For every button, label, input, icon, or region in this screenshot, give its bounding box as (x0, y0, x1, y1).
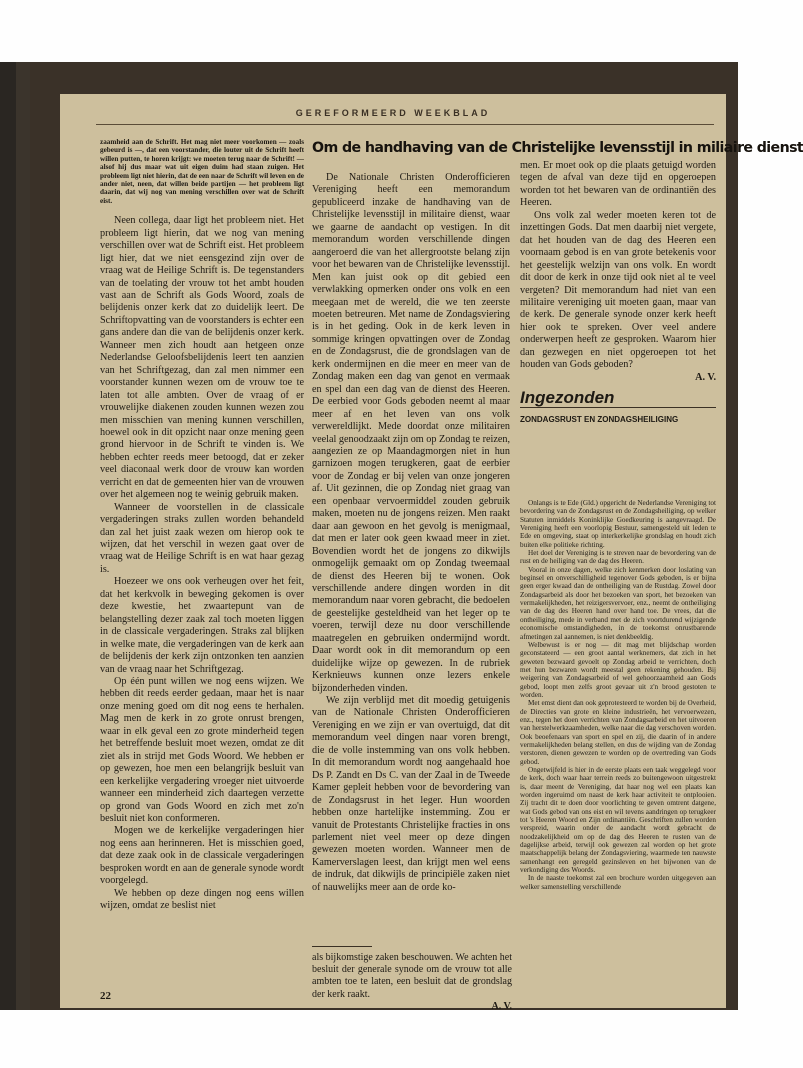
paragraph: Mogen we de kerkelijke vergaderingen hier nog eens aan herinneren. Het is misschien goed, dat deze zaak ook in de classicale vergaderingen besproken wordt en aan de generale synode wordt voorgelegd. (100, 825, 304, 887)
column-right-top (520, 160, 716, 428)
page-number: 22 (100, 990, 111, 1002)
quoted-intro: zaamheid aan de Schrift. Het mag niet meer voorkomen — zoals gebeurd is —, dat een voorstander, die louter uit de Schrift heeft willen putten, te horen krijgt: we moeten terug naar de Schrift! — alsof hij dus maar wat uit eigen duim had staan zuigen. Het probleem ligt niet hierin, dat de een naar de Schrift wil leven en de ander niet, neen, dat willen beide partijen — het probleem ligt daarin, dat wij nog van mening verschillen over wat de Schrift eist. (100, 138, 304, 205)
paragraph: We hebben op deze dingen nog eens willen wijzen, omdat ze beslist niet (100, 887, 304, 912)
paragraph: Ongetwijfeld is hier in de eerste plaats een taak weggelegd voor de kerk, doch waar haar terrein reeds zo buitengewoon uitgestrekt is, daar meent de Vereniging, dat haar nog wel een plaats kan worden ingeruimd om naast de kerk haar activiteit te ontplooien. Zij tracht dit te doen door voorlichting te geven omtrent datgene, wat Gods gebod van ons eist en wil tevens aandringen op terugkeer tot 's Heeren Woord en Zijn ordinantiën. Geschriften zullen worden verspreid, waarin onder de aandacht wordt gebracht de noodzakelijkheid om op de dag des Heeren te rusten van de dagelijkse arbeid, terwijl ook gewezen zal worden op het grote maatschappelijk belang der Zondagsviering, waarmede ten nauwste samenhangt een geregeld gezinsleven en het bijwonen van de verkondiging des Woords. (520, 766, 716, 875)
paragraph: Neen collega, daar ligt het probleem niet. Het probleem ligt hierin, dat we nog van mening verschillen over wat de Schrift eist. Het probleem ligt hier, dat we niet eensgezind zijn over de vraag wat de Heilige Schrift is. De tegenstanders van de toelating der vrouw tot het ambt houden vast aan de Schrift als Gods Woord, zoals de belijdenis onzer kerk dat zo duidelijk leert. De Schriftopvatting van de voorstanders is echter een gans andere dan die van de belijdenis onzer kerk. Wanneer men zich houdt aan hetgeen onze Nederlandse Geloofsbelijdenis leert ten aanzien van het Schriftgezag, dan zal men nimmer een voorstander kunnen wezen om de vrouw toe te laten tot alle ambten. Over de vraag of er vrouwelijke diakenen zouden kunnen wezen zou men misschien van mening kunnen verschillen, hoewel ook in dit opzicht naar onze mening geen grond hiervoor in de Schrift te vinden is. We hebben echter reeds meer betoogd, dat er zeker veel diaconaal werk door de vrouw kan worden verricht en dat de gemeenten hier van de vrouwen over het algemeen nog te weinig gebruik maken. (100, 215, 304, 501)
paragraph: Het doel der Vereniging is te streven naar de bevordering van de rust en de heiliging van de dag des Heeren. (520, 549, 716, 566)
paragraph: Ons volk zal weder moeten keren tot de inzettingen Gods. Dat men daarbij niet vergete, dat het houden van de dag des Heeren een voornaam gebod is en van grote betekenis voor het geestelijk welzijn van ons volk. En wordt dit door de kerk in onze tijd ook niet al te veel vergeten? Dit memorandum had niet van een militaire vereniging uit moeten gaan, maar van de kerk. De generale synode onzer kerk heeft hier ook te spreken. Over veel andere onderwerpen heeft ze gesproken. Waarom hier dan gezwegen en niet opgeroepen tot het houden van Gods geboden? (520, 209, 716, 371)
header-rule (96, 124, 714, 125)
running-header: GEREFORMEERD WEEKBLAD (295, 108, 491, 118)
column-left (100, 138, 304, 913)
signature: A. V. (491, 1000, 512, 1012)
paragraph: Onlangs is te Ede (Gld.) opgericht de Nederlandse Vereniging tot bevordering van de Zondagsrust en de Zondagsheiliging, op welker Statuten inmiddels Koninklijke Goedkeuring is aangevraagd. De Vereniging heeft een voorlopig Bestuur, samengesteld uit leden te Ede en omgeving, staat op interkerkelijke grondslag en houdt zich buiten elke politieke richting. (520, 499, 716, 549)
paragraph: Hoezeer we ons ook verheugen over het feit, dat het kerkvolk in beweging gekomen is over deze kwestie, het zwaartepunt van de belangstelling dezer zaak zal toch moeten liggen in de classicale vergaderingen. Straks zal blijken in welke mate, die vergaderingen van de kerk aan de belijdenis der kerk zijn ontzonken ten aanzien van de vraag naar het Schriftgezag. (100, 576, 304, 675)
paragraph: We zijn verblijd met dit moedig getuigenis van de Nationale Christen Onderofficieren Vereniging en we zijn er van overtuigd, dat dit memorandum veel dingen naar voren brengt, die de volle instemming van ons volk hebben. In dit memorandum wordt nog aangehaald hoe Ds P. Zandt en Ds C. van der Zaal in de Tweede Kamer gepleit hebben voor de bevordering van de Zondagsrust in het leger. Hun woorden hebben onze hartelijke instemming. Zou er vanuit de Protestants Christelijke fracties in ons parlement niet veel meer op deze dingen gewezen moeten worden. Wanneer men de Kamerverslagen leest, dan krijgt men wel eens de indruk, dat dikwijls de principiële zaken niet of nauwelijks meer aan de orde ko- (312, 695, 510, 893)
column-divider (312, 946, 372, 947)
book-binding (0, 62, 16, 1010)
paragraph: De Nationale Christen Onderofficieren Vereniging heeft een memorandum gepubliceerd inzake de handhaving van de Christelijke levensstijl in militaire dienst, waar we gaarne de aandacht op vestigen. In dit memorandum worden verschillende dingen aangeroerd die van het allergrootste belang zijn voor het bewaren van de Christelijke levensstijl. Men kan juist ook op dit gebied een verwlakking opmerken onder ons volk en een meegaan met de wereld, die we ten zeerste moeten betreuren. Met name de Zondagsviering is in het geding. Ook in de kerk leven in sommige kringen opvattingen over de Zondag en de Zondagsrust, die de grondslagen van de kerk ondermijnen en die meer en meer van de Zondag maken een dag van genot en vermaak en spel dan een dag van de dienst des Heeren. De eerbied voor Gods geboden neemt al maar meer af en het leven van ons volk verwereldlijkt. Mede doordat onze militairen veelal genoodzaakt zijn om op Zondag te reizen, aangezien ze op Maandagmorgen niet in hun garnizoen mogen terugkeren, gaat de eerbier voor de Zondag er bij velen van onze jongeren af. Uit gezinnen, die op Zondag niet graag van een openbaar vervoermiddel zouden gebruik maken, moeten nu de jongens reizen. Men raakt daar aan gewoon en het gevolg is menigmaal, dat men er later ook geen kwaad meer in ziet. Bovendien wordt het de jongens zo dikwijls onmogelijk gemaakt om op Zondag tweemaal de dienst des Heeren bij te wonen. Ook verschillende andere dingen worden in dit memorandum naar voren gebracht, die bedoelen de geestelijke gesteldheid van het leger op te voeren, terwijl deze nu door verschillende maatregelen en gebruiken ondermijnd wordt. Daar wordt ook in dit memorandum op een duidelijke wijze op gewezen. In de rubriek Kerknieuws kunnen onze lezers enkele bijzonderheden vinden. (312, 172, 511, 694)
subheading: ZONDAGSRUST EN ZONDAGSHEILIGING (520, 414, 679, 424)
paragraph: Welbewust is er nog — dit mag met blijdschap worden geconstateerd — een groot aantal werknemers, dat zich in het geweten bezwaard gevoelt op Zondag arbeid te verrichten, doch met hun bezwaren wordt meestal geen rekening gehouden. Bij weigering van Zondagsarbeid of wel gehoorzaamheid aan Gods gebod, loopt men zelfs groot gevaar uit z'n brood gestoten te worden. (520, 640, 716, 699)
paragraph: In de naaste toekomst zal een brochure worden uitgegeven aan welker samenstelling verschillende (520, 874, 716, 891)
continued-text: als bijkomstige zaken beschouwen. We achten het besluit der generale synode om de vrouw tot alle ambten toe te laten, een besluit dat de grondslag der kerk raakt. A. V. (312, 952, 512, 1012)
paragraph: Wanneer de voorstellen in de classicale vergaderingen straks zullen worden behandeld dan zal het juist zaak wezen om hierop ook te wijzen, dat het verschil in wezen gaat over de vraag wat de Heilige Schrift is en wat haar gezag is. (100, 501, 304, 575)
section-heading: Ingezonden (520, 392, 716, 407)
paragraph: men. Er moet ook op die plaats getuigd worden tegen de afval van deze tijd en opgeroepen worden tot het bewaren van de ordinantiën des Heeren. (520, 160, 716, 209)
page-spine (16, 62, 30, 1010)
newspaper-page (60, 94, 803, 1012)
paragraph: Op één punt willen we nog eens wijzen. We hebben dit reeds eerder gedaan, maar het is naar onze mening goed om dit nog eens te herhalen. Mag men de kerk in zo grote onrust brengen, waar in elk geval een zo grote minderheid tegen het betreffende besluit moet wezen, omdat ze dit ziet als in strijd met Gods Woord. We hebben er op gewezen, hoe men een belangrijk besluit van een kerkelijke vergadering vroeger niet uitvoerde wanneer een minderheid zich daartegen verzette op grond van Gods Woord en zich met zo'n besluit niet kon conformeren. (100, 676, 304, 824)
paragraph: Met emst dient dan ook geprotesteerd te worden bij de Overheid, de Directies van grote en kleine industrieën, het vervoerwezen, enz., tegen het doen verrichten van Zondagsarbeid en het uitvoeren van herstelwerkzaamheden, welke naar die dag verschoven worden. Ook beoefenaars van sport en spel en zij, die daarin of in andere vermakelijkheden belang stellen, en dus de wijding van de Zondag verstoren, dienen gewezen te worden op de overtreding van Gods gebod. (520, 699, 716, 766)
paragraph: Vooral in onze dagen, welke zich kenmerken door loslating van beginsel en onverschilligheid tegenover Gods geboden, is er bijna geen erger kwaad dan de ontheiliging van de Rustdag. Zowel door Zondagsarbeid als door het bezoeken van sport, het bezoeken van vermakelijkheden, het reizigersvervoer, enz., neemt de ontheiliging van de dag des Heeren hand over hand toe. De vrees, dat die ontheiliging, mede in verband met de zich voortdurend wijzigende economische omstandigheden, in de toekomst onrustbarende afmetingen zal aannemen, is niet denkbeeldig. (520, 565, 716, 641)
article-title: Om de handhaving van de Christelijke levensstijl in miliaire dienst (312, 140, 803, 156)
signature: A. V. (695, 371, 716, 383)
column-right-letter (520, 499, 716, 891)
column-middle (312, 172, 510, 894)
